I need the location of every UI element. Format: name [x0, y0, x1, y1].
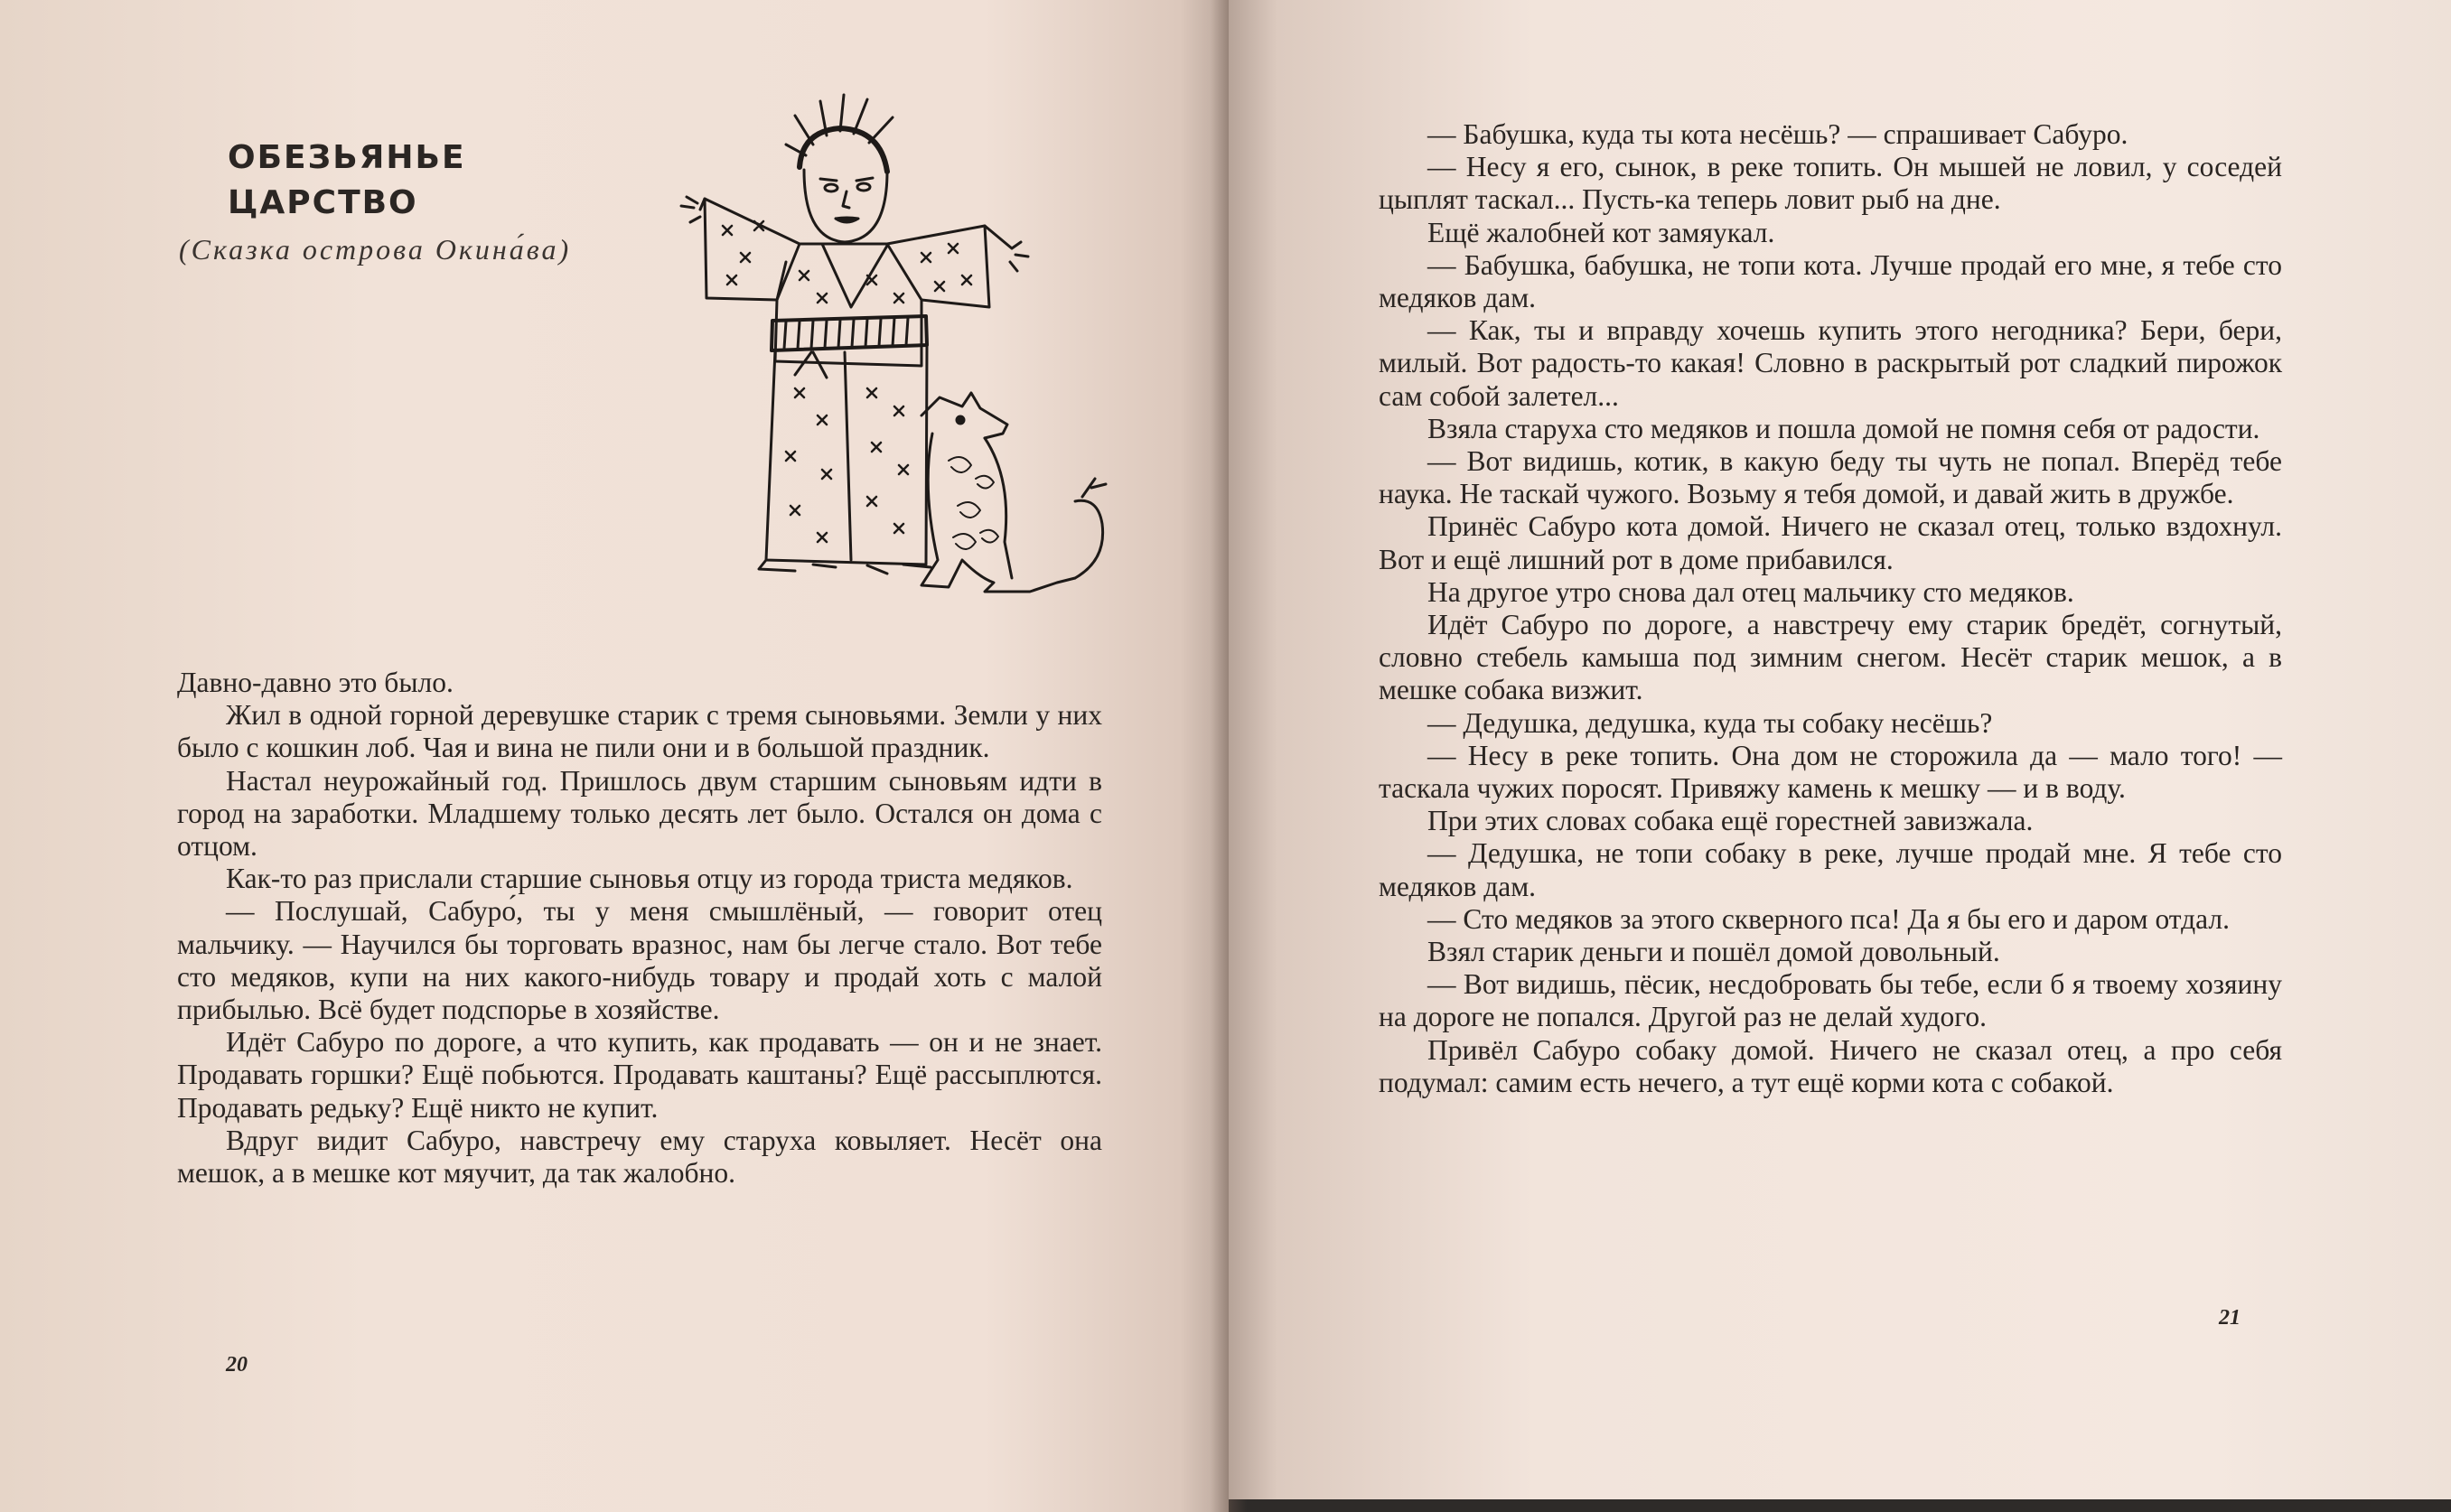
paragraph: При этих словах собака ещё горестней завизжала.: [1427, 805, 2034, 837]
paragraph: Привёл Сабуро собаку домой. Ничего не сказал отец, а про себя подумал: самим есть нечего, а тут ещё корми кота с собакой.: [1379, 1033, 2282, 1098]
paragraph: — Бабушка, бабушка, не топи кота. Лучше продай его мне, я тебе сто медяков дам.: [1379, 248, 2282, 314]
paragraph: — Сто медяков за этого скверного пса! Да я бы его и даром отдал.: [1427, 902, 2231, 935]
story-title-line2: ЦАРСТВО: [228, 184, 418, 221]
paragraph: Взяла старуха сто медяков и пошла домой не помня себя от радости.: [1427, 412, 2260, 444]
paragraph: Вдруг видит Сабуро, навстречу ему старуха ковыляет. Несёт она мешок, а в мешке кот мяучит, да так жалобно.: [177, 1124, 1102, 1190]
paragraph: — Дедушка, дедушка, куда ты собаку несёшь?: [1427, 706, 1993, 739]
story-title: [228, 135, 466, 226]
page-number-left: 20: [226, 1353, 248, 1377]
paragraph: — Дедушка, не топи собаку в реке, лучше продай мне. Я тебе сто медяков дам.: [1379, 837, 2282, 902]
right-page: [1229, 0, 2451, 1499]
paragraph: — Бабушка, куда ты кота несёшь? — спрашивает Сабуро.: [1427, 118, 2128, 150]
paragraph: Жил в одной горной деревушке старик с тремя сыновьями. Земли у них было с кошкин лоб. Чая и вина не пили они и в большой праздник.: [177, 699, 1102, 764]
paragraph: Идёт Сабуро по дороге, а что купить, как продавать — он и не знает. Продавать горшки? Ещё побьются. Продавать каштаны? Ещё рассыплются. Продавать редьку? Ещё никто не купит.: [177, 1026, 1102, 1124]
story-title-line1: ОБЕЗЬЯНЬЕ: [228, 139, 466, 176]
story-subtitle: (Сказка острова Окина́ва): [179, 233, 572, 266]
paragraph: Давно-давно это было.: [177, 667, 454, 698]
paragraph: — Вот видишь, пёсик, несдобровать бы тебе, если б я твоему хозяину на дороге не попался. Другой раз не делай худого.: [1379, 968, 2282, 1033]
paragraph: Принёс Сабуро кота домой. Ничего не сказал отец, только вздохнул. Вот и ещё лишний рот в доме прибавился.: [1379, 510, 2282, 575]
paragraph: Ещё жалобней кот замяукал.: [1427, 216, 1775, 248]
page-number-right: 21: [2219, 1306, 2241, 1330]
paragraph: Взял старик деньги и пошёл домой довольный.: [1427, 936, 2000, 968]
right-page-text: [1379, 118, 2282, 1099]
left-page-text: [177, 667, 1102, 1190]
paragraph: — Несу в реке топить. Она дом не сторожила да — мало того! — таскала чужих поросят. Привяжу камень к мешку — и в воду.: [1379, 739, 2282, 805]
paragraph: Как-то раз прислали старшие сыновья отцу из города триста медяков.: [226, 863, 1073, 895]
boy-and-dog-illustration: [650, 90, 1129, 614]
paragraph: Идёт Сабуро по дороге, а навстречу ему старик бредёт, согнутый, словно стебель камыша под зимним снегом. Несёт старик мешок, а в мешке собака визжит.: [1379, 609, 2282, 706]
paragraph: — Вот видишь, котик, в какую беду ты чуть не попал. Вперёд тебе наука. Не таскай чужого. Возьму я тебя домой, и давай жить в дружбе.: [1379, 445, 2282, 510]
paragraph: Настал неурожайный год. Пришлось двум старшим сыновьям идти в город на заработки. Младшему только десять лет было. Остался он дома с отцом.: [177, 764, 1102, 863]
paragraph: На другое утро снова дал отец мальчику сто медяков.: [1427, 575, 2074, 608]
paragraph: — Как, ты и вправду хочешь купить этого негодника? Бери, бери, милый. Вот радость-то какая! Словно в раскрытый рот сладкий пирожок сам собой залетел...: [1379, 314, 2282, 412]
paragraph: — Несу я его, сынок, в реке топить. Он мышей не ловил, у соседей цыплят таскал... Пусть-ка теперь ловит рыб на дне.: [1379, 151, 2282, 216]
paragraph: — Послушай, Сабуро́, ты у меня смышлёный, — говорит отец мальчику. — Научился бы торговать вразнос, нам бы легче стало. Вот тебе сто медяков, купи на них какого-нибудь товару и продай хоть с малой прибылью. Всё будет подспорье в хозяйстве.: [177, 895, 1102, 1026]
